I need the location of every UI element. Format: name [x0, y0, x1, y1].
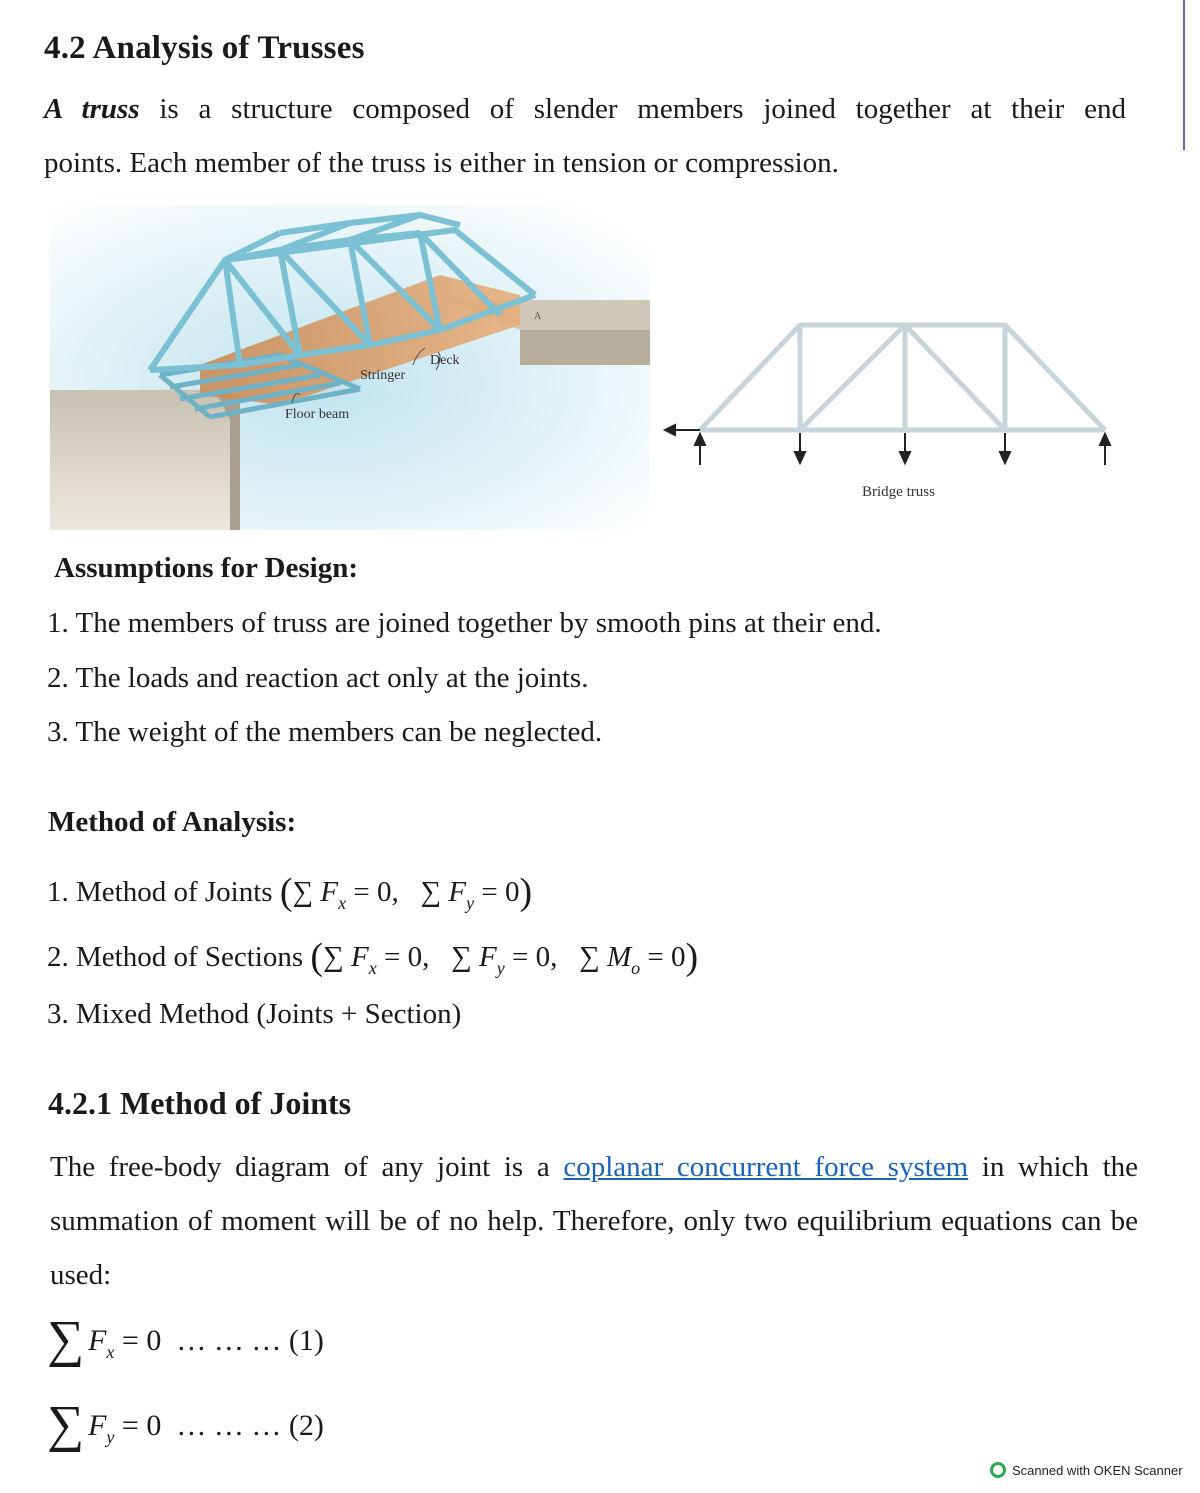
subsection-title: 4.2.1 Method of Joints	[48, 1085, 352, 1121]
intro-line2: points. Each member of the truss is either in tension or compression.	[44, 147, 839, 179]
page-edge-rule	[1183, 0, 1185, 150]
joints-text-post: in which the summation of moment will be of no help. Therefore, only two equilibrium equations can be used:	[50, 1151, 1138, 1291]
bridge-truss-diagram-svg	[655, 315, 1125, 515]
scanner-text: Scanned with OKEN Scanner	[1012, 1463, 1183, 1478]
coplanar-link[interactable]: coplanar concurrent force system	[563, 1151, 969, 1183]
equation-1-number: (1)	[288, 1324, 324, 1357]
equation-2-number: (2)	[288, 1409, 324, 1442]
assumptions-title: Assumptions for Design:	[54, 552, 359, 584]
methods-title: Method of Analysis:	[48, 806, 297, 838]
joint-a-label: A	[534, 311, 542, 322]
bridge-illustration	[50, 205, 650, 530]
truss-term: A truss	[44, 93, 140, 125]
assumption-item: 2. The loads and reaction act only at the joints.	[47, 662, 589, 694]
floor-beam-label: Floor beam	[285, 407, 350, 422]
equation-1: ∑ $F_x = 0$ … … … (1)	[47, 1311, 324, 1368]
intro-paragraph	[44, 82, 1126, 190]
scanner-watermark	[990, 1462, 1183, 1478]
bridge-illustration-svg	[50, 205, 650, 530]
assumption-item: 1. The members of truss are joined together by smooth pins at their end.	[47, 607, 882, 639]
equation-2: ∑ $F_y = 0$ … … … (2)	[47, 1396, 324, 1453]
deck-label: Deck	[430, 353, 460, 368]
method-joints: 1. Method of Joints (∑ $F_x = 0$, ∑ $F_y = 0$)	[47, 871, 533, 913]
section-heading: 4.2 Analysis of Trusses	[44, 30, 365, 66]
method-sections: 2. Method of Sections (∑ $F_x = 0$, ∑ $F_y = 0$, ∑ $M_o = 0$)	[47, 936, 699, 978]
joints-paragraph	[50, 1140, 1138, 1302]
intro-line1: is a structure composed of slender members joined together at their end	[139, 93, 1126, 125]
stringer-label: Stringer	[360, 368, 406, 383]
joints-text-pre: The free-body diagram of any joint is a	[50, 1151, 564, 1183]
method-joints-label: 1. Method of Joints	[47, 876, 273, 908]
oken-logo-icon	[990, 1462, 1006, 1478]
method-sections-label: 2. Method of Sections	[47, 941, 304, 973]
assumption-item: 3. The weight of the members can be neglected.	[47, 716, 603, 748]
method-mixed: 3. Mixed Method (Joints + Section)	[47, 998, 462, 1030]
bridge-truss-label: Bridge truss	[862, 484, 935, 500]
bridge-truss-diagram	[655, 315, 1125, 515]
